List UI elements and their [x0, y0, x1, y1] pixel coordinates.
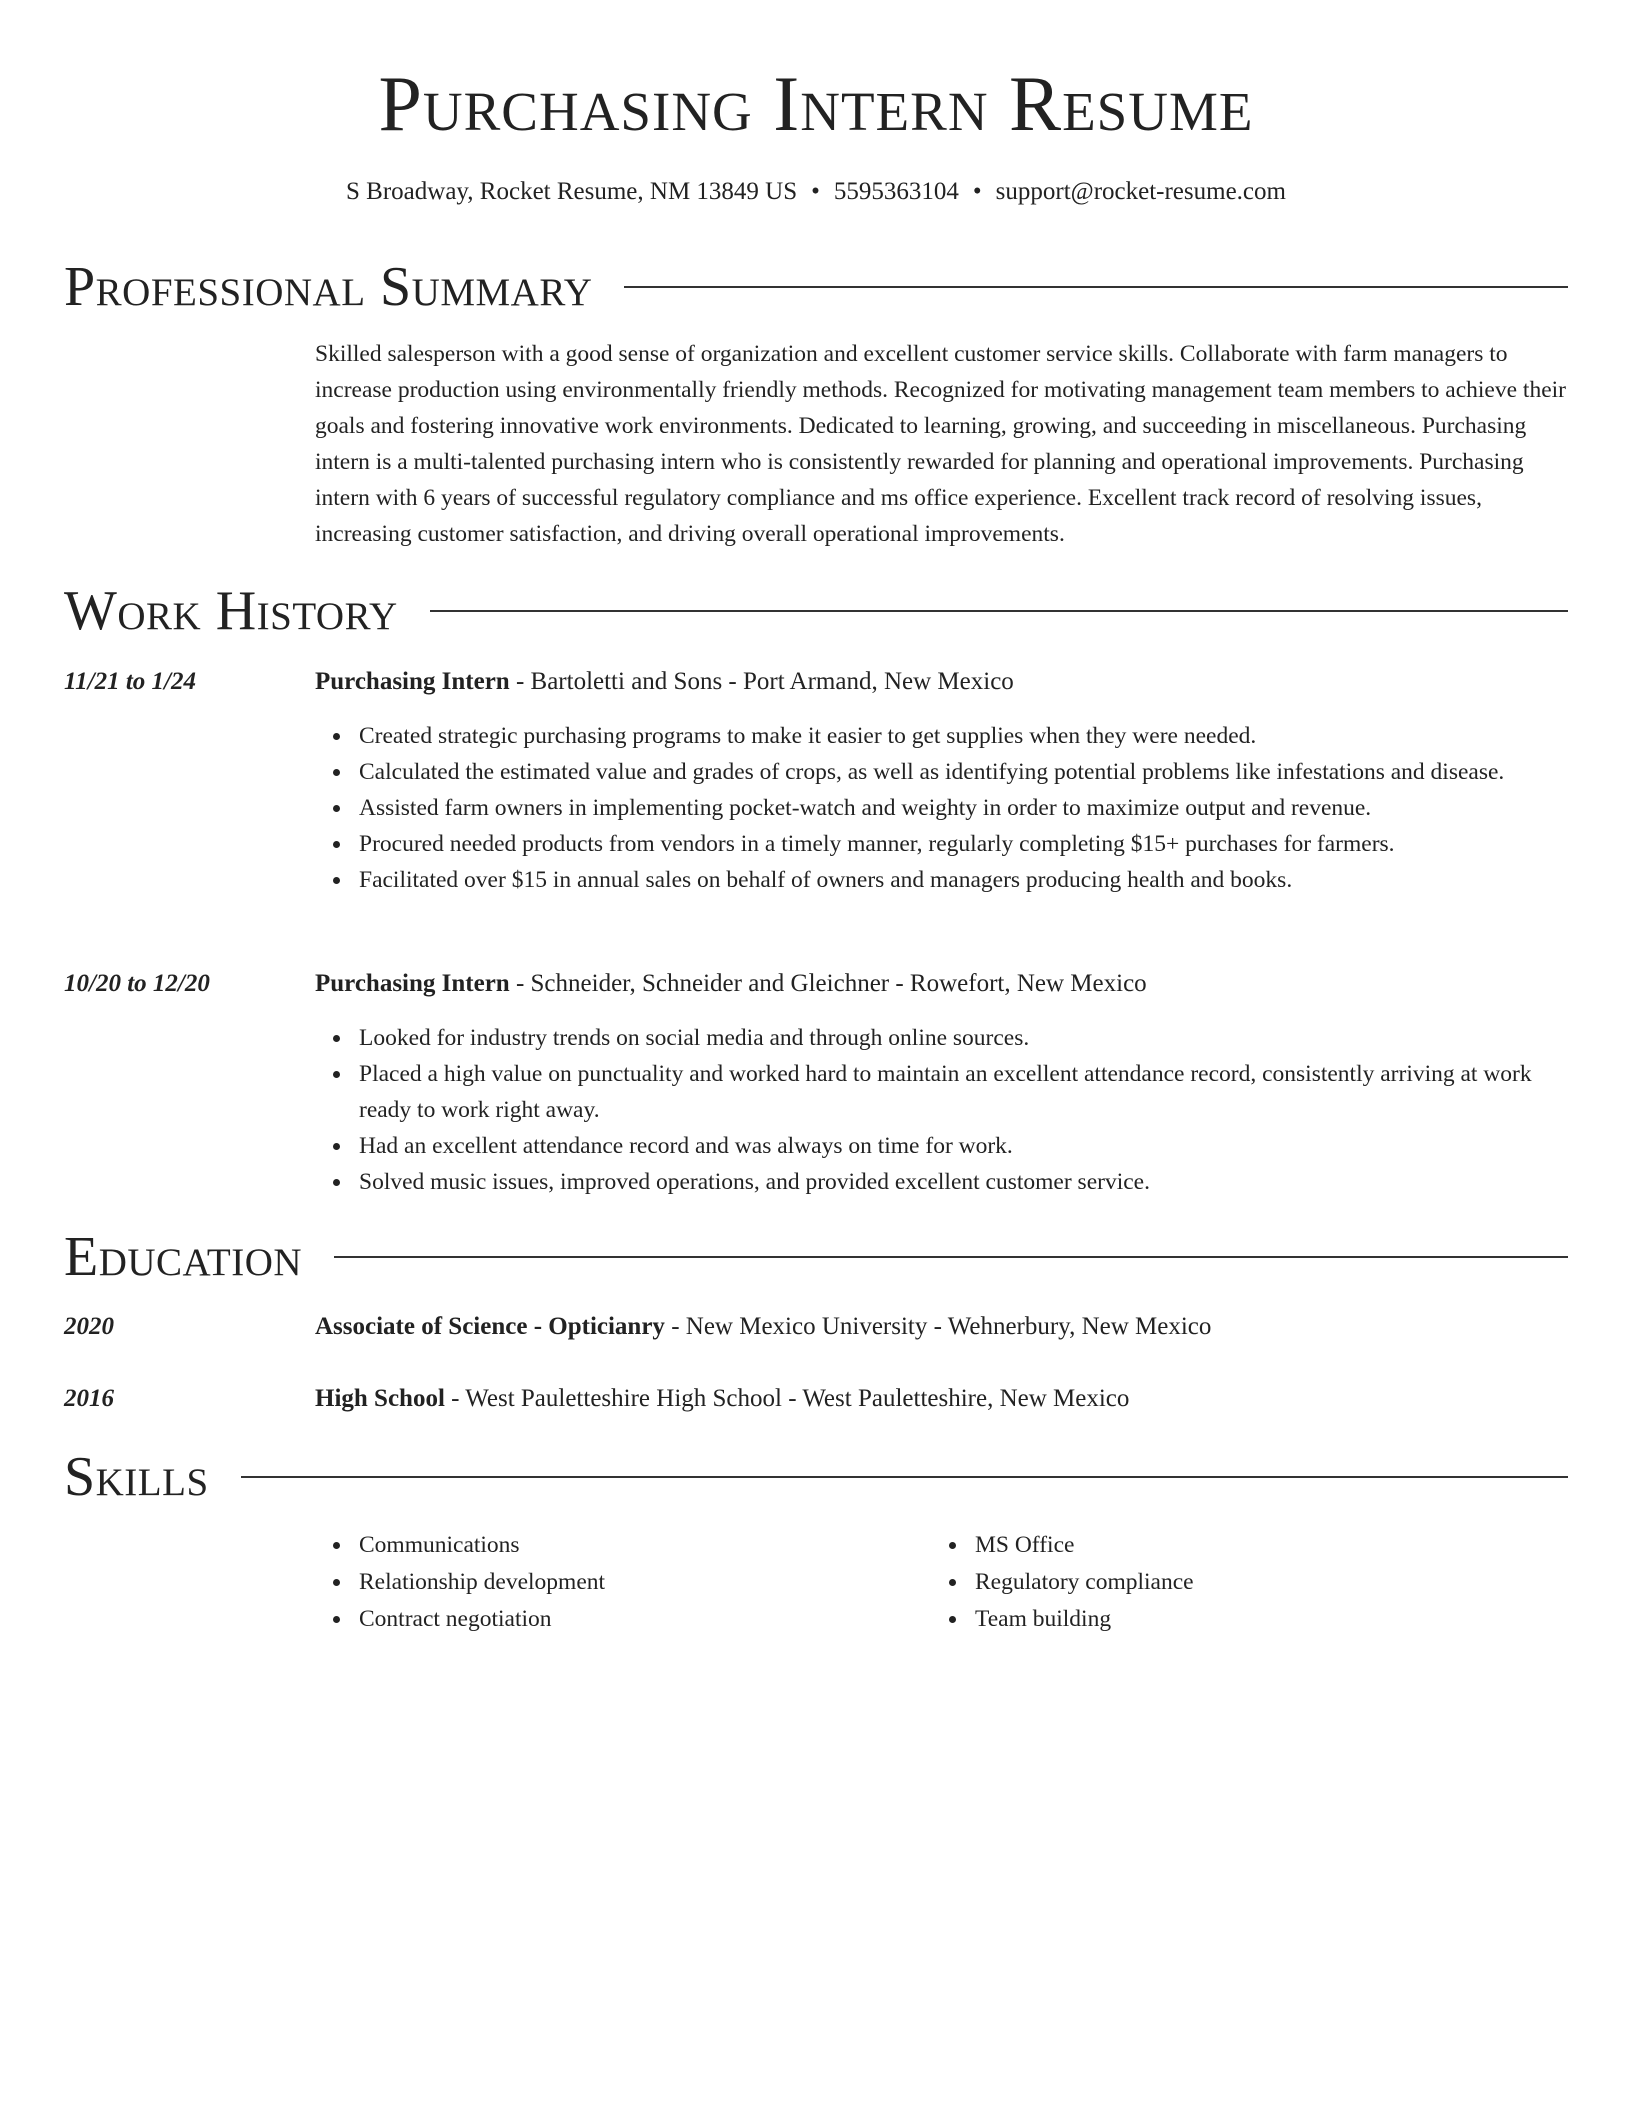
education-details: - New Mexico University - Wehnerbury, New Mexico	[664, 1313, 1212, 1340]
section-divider	[241, 1476, 1568, 1478]
job-details: - Schneider, Schneider and Gleichner - Rowefort, New Mexico	[509, 970, 1147, 997]
section-title: Education	[64, 1226, 303, 1288]
list-item: Placed a high value on punctuality and worked hard to maintain an excellent attendance record, consistently arriving at work ready to work right away.	[359, 1056, 1568, 1128]
list-item: Calculated the estimated value and grades of crops, as well as identifying potential problems like infestations and disease.	[359, 754, 1568, 790]
section-header-summary	[64, 252, 1568, 322]
contact-line	[64, 174, 1568, 210]
education-details: - West Pauletteshire High School - West Pauletteshire, New Mexico	[444, 1385, 1130, 1412]
job-title: Purchasing Intern	[315, 668, 510, 695]
education-year: 2020	[64, 1313, 114, 1340]
list-item: MS Office	[931, 1527, 1531, 1564]
phone: 5595363104	[833, 178, 959, 205]
email: support@rocket-resume.com	[995, 178, 1286, 205]
list-item: Regulatory compliance	[931, 1564, 1531, 1601]
degree: High School	[315, 1385, 445, 1412]
list-item: Assisted farm owners in implementing pocket-watch and weighty in order to maximize output and revenue.	[359, 790, 1568, 826]
job-title: Purchasing Intern	[315, 970, 510, 997]
separator: •	[811, 178, 820, 205]
resume-title: Purchasing Intern Resume	[378, 60, 1254, 147]
section-title: Professional Summary	[64, 256, 593, 318]
list-item: Communications	[315, 1527, 915, 1564]
education-heading	[315, 1381, 1568, 1417]
list-item: Team building	[931, 1601, 1531, 1638]
address: S Broadway, Rocket Resume, NM 13849 US	[346, 178, 798, 205]
list-item: Contract negotiation	[315, 1601, 915, 1638]
list-item: Relationship development	[315, 1564, 915, 1601]
skills-list-left	[315, 1527, 915, 1638]
list-item: Had an excellent attendance record and was always on time for work.	[359, 1128, 1568, 1164]
summary-text: Skilled salesperson with a good sense of organization and excellent customer service skills. Collaborate with farm managers to increase production using environmentally friendly methods. Recognized for motivating management team members to achieve their goals and fostering innovative work environments. Dedicated to learning, growing, and succeeding in miscellaneous. Purchasing intern is a multi-talented purchasing intern who is consistently rewarded for planning and operational improvements. Purchasing intern with 6 years of successful regulatory compliance and ms office experience. Excellent track record of resolving issues, increasing customer satisfaction, and driving overall operational improvements.	[315, 341, 1566, 547]
job-dates: 10/20 to 12/20	[64, 970, 210, 997]
skills-list-right	[931, 1527, 1531, 1638]
list-item: Procured needed products from vendors in a timely manner, regularly completing $15+ purchases for farmers.	[359, 826, 1568, 862]
job-heading	[315, 664, 1568, 700]
section-header-education	[64, 1222, 1568, 1292]
section-divider	[334, 1256, 1568, 1258]
section-divider	[624, 286, 1568, 288]
section-header-skills	[64, 1442, 1568, 1512]
degree: Associate of Science - Opticianry	[315, 1313, 665, 1340]
job-bullets	[315, 1020, 1568, 1200]
education-year: 2016	[64, 1385, 114, 1412]
list-item: Solved music issues, improved operations, and provided excellent customer service.	[359, 1164, 1568, 1200]
section-title: Work History	[64, 580, 398, 642]
list-item: Looked for industry trends on social media and through online sources.	[359, 1020, 1568, 1056]
education-heading	[315, 1309, 1568, 1345]
section-header-work	[64, 576, 1568, 646]
section-title: Skills	[64, 1446, 209, 1508]
job-details: - Bartoletti and Sons - Port Armand, New Mexico	[509, 668, 1014, 695]
list-item: Created strategic purchasing programs to make it easier to get supplies when they were needed.	[359, 718, 1568, 754]
job-bullets	[315, 718, 1568, 898]
job-heading	[315, 966, 1568, 1002]
job-dates: 11/21 to 1/24	[64, 668, 196, 695]
list-item: Facilitated over $15 in annual sales on behalf of owners and managers producing health and books.	[359, 862, 1568, 898]
section-divider	[430, 610, 1568, 612]
separator: •	[972, 178, 982, 205]
